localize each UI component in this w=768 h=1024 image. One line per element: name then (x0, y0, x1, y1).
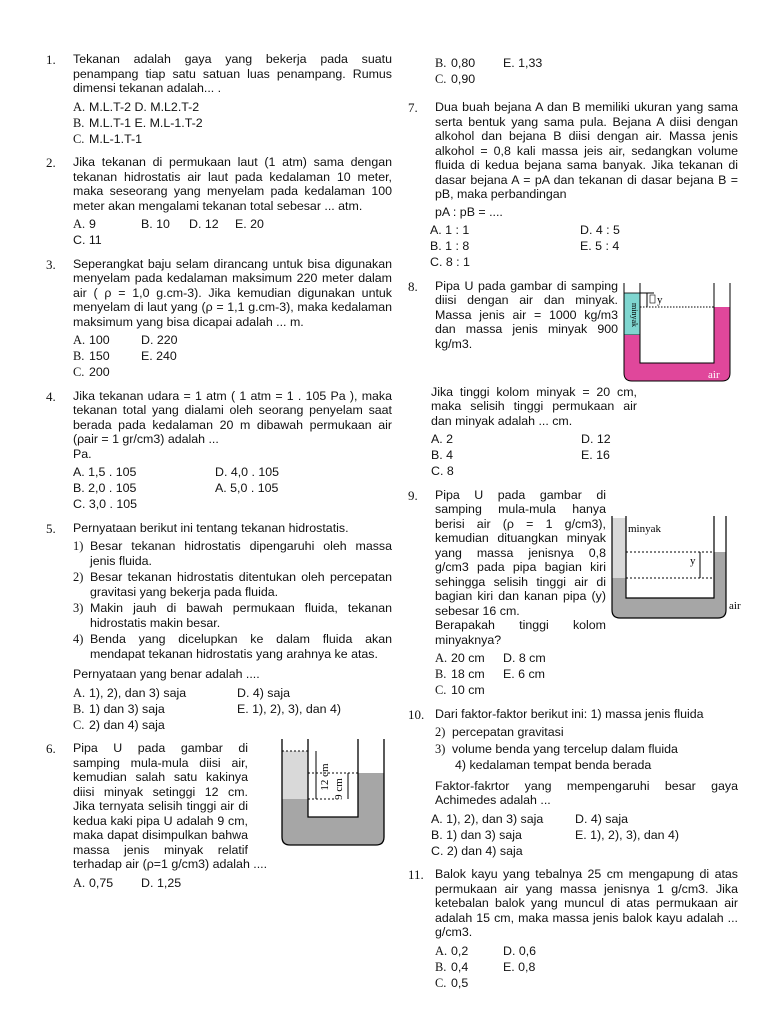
u-tube-figure-q9 (610, 514, 750, 622)
option-d: D. 12 (189, 217, 219, 231)
question-7 (402, 100, 738, 270)
option-label: C. (73, 131, 85, 146)
question-number: 10. (408, 706, 425, 722)
option-c: C. 11 (73, 233, 102, 247)
option-label: C. (435, 975, 447, 990)
question-prompt: Pernyataan yang benar adalah .... (73, 667, 260, 681)
option-a: 20 cm (451, 651, 485, 665)
option-b: B. 1) dan 3) saja (431, 827, 522, 842)
option-label: A. (435, 943, 448, 958)
water-fill (612, 552, 726, 618)
oil-column (282, 751, 308, 799)
option-c: C. 3,0 . 105 (73, 497, 138, 511)
statement-item (73, 601, 392, 630)
option-d: D. 4) saja (237, 685, 291, 700)
statement-item (73, 539, 392, 568)
option-c: 0,90 (451, 71, 476, 86)
option-b: 150 (89, 349, 110, 363)
question-number: 5. (46, 520, 56, 536)
option-d: D. 220 (141, 333, 178, 347)
option-label: A. (73, 875, 86, 890)
oil-column (612, 518, 626, 578)
question-9 (402, 487, 741, 698)
option-a: 1), 2), dan 3) saja (89, 685, 187, 700)
option-b: 0,4 (451, 959, 469, 974)
label-12cm: 12 cm (319, 763, 331, 791)
statement-text: Besar tekanan hidrostatis ditentukan oleh percepatan gravitasi yang bekerja pada fluida. (90, 570, 392, 599)
statement-number: 1) (73, 539, 84, 553)
question-number: 1. (46, 52, 56, 67)
option-a: A. 1 : 1 (430, 223, 470, 237)
question-text: Pipa U pada gambar di samping mula-mula diisi air, kemudian salah satu kakinya diisi minyak setinggi 12 cm. Jika ternyata selisih tinggi air di kedua kaki pipa U adalah 9 cm, maka dapat disimpulkan bahwa massa jenis minyak relatif terhadap air (ρ=1 g/cm3) adalah .... (73, 741, 268, 871)
option-text: M.L-1.T-1 (89, 131, 143, 146)
option-c: 2) dan 4) saja (89, 717, 165, 732)
option-e: E. 1), 2), 3), dan 4) (237, 701, 341, 716)
factor-text: volume benda yang tercelup dalam fluida (452, 741, 678, 756)
option-label: B. (73, 349, 85, 363)
question-number: 6. (46, 741, 56, 756)
option-a: 0,2 (451, 943, 469, 958)
question-text: Dua buah bejana A dan B memiliki ukuran yang sama serta bentuk yang sama pula. Bejana A diisi dengan alkohol dan bejana B diisi dengan air. Massa jenis alkohol = 0,8 kali massa jeis air, sedangkan volume fluida di kedua bejana sama banyak. Jika tekanan di dasar bejana A = pA dan tekanan di dasar bejana B = pB, maka perbandingan (435, 100, 738, 201)
ratio-line: pA : pB = .... (435, 204, 503, 219)
question-text-2: Jika tinggi kolom minyak = 20 cm, maka selisih tinggi permukaan air dan minyak adalah ... cm. (431, 384, 637, 428)
factor-item (435, 725, 738, 740)
statement-text: Makin jauh di bawah permukaan fluida, tekanan hidrostatis makin besar. (90, 601, 392, 630)
option-c: C. 8 (431, 464, 454, 478)
option-d: D. 12 (581, 432, 611, 446)
factor-number: 2) (435, 725, 446, 739)
option-e: E. 6 cm (503, 667, 545, 681)
options (402, 223, 738, 270)
question-number: 9. (408, 487, 418, 503)
question-text: Pipa U pada gambar di samping diisi dengan air dan minyak. Massa jenis air = 1000 kg/m3 dan massa jenis minyak 900 kg/m3. (435, 278, 618, 351)
option-a: 100 (89, 333, 110, 347)
option-b: B. 1 : 8 (430, 239, 470, 253)
option-b: 18 cm (451, 667, 485, 681)
factor-item-4: 4) kedalaman tempat benda berada (455, 758, 652, 772)
options (73, 333, 392, 380)
option-b: B. 2,0 . 105 (73, 481, 137, 495)
option-label: A. (73, 99, 86, 114)
option-d: D. 4) saja (575, 811, 629, 826)
option-a2: A. 5,0 . 105 (215, 481, 279, 495)
question-text-2: Berapakah tinggi kolom minyaknya? (435, 618, 606, 647)
option-label: B. (435, 667, 447, 681)
option-e: E. 1,33 (503, 55, 543, 70)
question-number: 8. (408, 278, 418, 294)
question-prompt: Faktor-fakrtor yang mempengaruhi besar gaya Achimedes adalah ... (435, 778, 738, 807)
statement-item (73, 570, 392, 599)
question-6-continued (402, 56, 738, 87)
option-label: C. (435, 683, 447, 697)
option-text: M.L.T-2 D. M.L2.T-2 (89, 99, 200, 114)
statement-item (73, 632, 392, 661)
question-text: Dari faktor-faktor berikut ini: 1) massa jenis fluida (435, 706, 704, 721)
question-1 (40, 52, 392, 146)
option-e: E. 20 (235, 217, 264, 231)
statement-text: Benda yang dicelupkan ke dalam fluida akan mendapat tekanan hidrostatis yang arahnya ke atas. (90, 632, 392, 661)
option-d: D. 0,6 (503, 943, 537, 958)
label-y: y (657, 293, 663, 306)
question-text: Pipa U pada gambar di samping mula-mula hanya berisi air (ρ = 1 g/cm3), kemudian dituangkan minyak yang massa jenisnya 0,8 g/cm3 pada pipa bagian kiri sehingga selisih tinggi air di bagian kiri dan kanan pipa (y) sebesar 16 cm. (435, 487, 606, 618)
option-label: C. (73, 717, 85, 732)
u-tube-figure-q6 (254, 737, 394, 847)
statement-number: 4) (73, 632, 84, 646)
option-label: B. (435, 959, 447, 974)
question-number: 7. (408, 100, 418, 115)
u-tube-figure-q8 (622, 279, 738, 385)
option-label: B. (73, 115, 85, 130)
option-d: D. 4,0 . 105 (215, 465, 280, 479)
question-tail: Pa. (73, 446, 92, 461)
question-number: 2. (46, 155, 56, 170)
option-c: C. 8 : 1 (430, 255, 470, 269)
option-e: E. 16 (581, 448, 610, 462)
question-6 (40, 741, 392, 890)
statement-text: Besar tekanan hidrostatis dipengaruhi oleh massa jenis fluida. (90, 539, 392, 568)
option-b: 1) dan 3) saja (89, 701, 165, 716)
options (73, 465, 392, 512)
option-e: E. 1), 2), 3), dan 4) (575, 827, 679, 842)
question-text: Pernyataan berikut ini tentang tekanan hidrostatis. (73, 520, 349, 535)
option-label: B. (435, 55, 447, 70)
factor-text: percepatan gravitasi (452, 725, 564, 739)
label-9cm: 9 cm (333, 778, 345, 800)
label-air: air (729, 599, 741, 612)
factor-number: 3) (435, 741, 446, 756)
options (431, 432, 738, 479)
option-b: 0,80 (451, 55, 476, 70)
right-column (402, 54, 741, 999)
option-label: B. (73, 701, 85, 716)
option-label: C. (435, 71, 447, 86)
option-d: D. 8 cm (503, 651, 546, 665)
options (431, 812, 738, 859)
statement-number: 3) (73, 601, 84, 615)
option-c: 0,5 (451, 975, 469, 990)
question-text: Tekanan adalah gaya yang bekerja pada suatu penampang tiap satu satuan luas penampang. Rumus dimensi tekanan adalah... . (73, 52, 392, 95)
options (73, 876, 392, 891)
option-e: E. 5 : 4 (580, 239, 620, 253)
option-e: E. 0,8 (503, 959, 536, 974)
option-c: 200 (89, 365, 110, 379)
factor-list (435, 725, 738, 773)
question-text: Jika tekanan udara = 1 atm ( 1 atm = 1 . 105 Pa ), maka tekanan total yang dialami oleh seorang penyelam saat berada pada kedalaman 20 m dibawah permukaan air (ρair = 1 gr/cm3) adalah ... (73, 388, 392, 446)
question-10 (402, 707, 738, 859)
options (435, 944, 738, 991)
option-label: C. (73, 365, 85, 379)
factor-item (435, 742, 738, 757)
option-e: E. 240 (141, 349, 177, 363)
question-text: Jika tekanan di permukaan laut (1 atm) sama dengan tekanan hidrostatis air laut pada kedalaman 10 meter, maka seseorang yang menyelam pada kedalaman 100 meter akan mengalami tekanan total sebesar ... atm. (73, 155, 392, 213)
option-label: A. (73, 685, 86, 700)
option-c: 10 cm (451, 683, 485, 697)
question-number: 3. (46, 256, 56, 272)
option-label: A. (73, 333, 86, 347)
option-a: A. 2 (431, 432, 454, 446)
option-b: B. 4 (431, 448, 454, 462)
option-a: 9 (89, 217, 96, 231)
options (73, 217, 392, 248)
option-c: C. 2) dan 4) saja (431, 843, 523, 858)
option-d: 1,25 (157, 875, 182, 890)
question-11 (402, 867, 738, 990)
option-a: A. 1,5 . 105 (73, 465, 137, 479)
question-2 (40, 155, 392, 248)
option-label: D. (141, 875, 154, 890)
question-8 (402, 279, 738, 479)
options (73, 100, 392, 147)
question-4 (40, 389, 392, 512)
option-d: D. 4 : 5 (580, 223, 620, 237)
y-marker-box (650, 295, 655, 303)
option-text: M.L.T-1 E. M.L-1.T-2 (89, 115, 203, 130)
question-number: 11. (408, 867, 424, 882)
question-number: 4. (46, 388, 56, 404)
statement-list (73, 539, 392, 661)
option-a: A. 1), 2), dan 3) saja (431, 811, 544, 826)
label-y: y (690, 554, 696, 567)
option-label: A. (435, 651, 448, 665)
question-5 (40, 521, 392, 733)
option-label: A. (73, 217, 86, 231)
label-air: air (708, 368, 720, 381)
statement-number: 2) (73, 570, 84, 584)
options (435, 651, 738, 698)
question-3 (40, 257, 392, 380)
option-b: B. 10 (141, 217, 170, 231)
options (73, 686, 392, 733)
label-minyak: minyak (630, 302, 639, 327)
label-minyak: minyak (628, 522, 661, 535)
question-text: Seperangkat baju selam dirancang untuk bisa digunakan menyelam pada kedalaman maksimum 220 meter dalam air ( ρ = 1,0 g.cm-3). Jika kemudian digunakan untuk menyelam di laut yang (ρ = 1,1 g.cm-3), maka kedalaman maksimum yang bisa dicapai adalah ... m. (73, 256, 392, 329)
question-text: Balok kayu yang tebalnya 25 cm mengapung di atas permukaan air yang massa jenisnya 1 g/cm3. Jika ketebalan balok yang muncul di atas permukaan air adalah 15 cm, maka massa jenis balok kayu adalah ... g/cm3. (435, 867, 738, 939)
left-column (40, 52, 392, 899)
option-a: 0,75 (89, 875, 114, 890)
options (435, 56, 738, 87)
